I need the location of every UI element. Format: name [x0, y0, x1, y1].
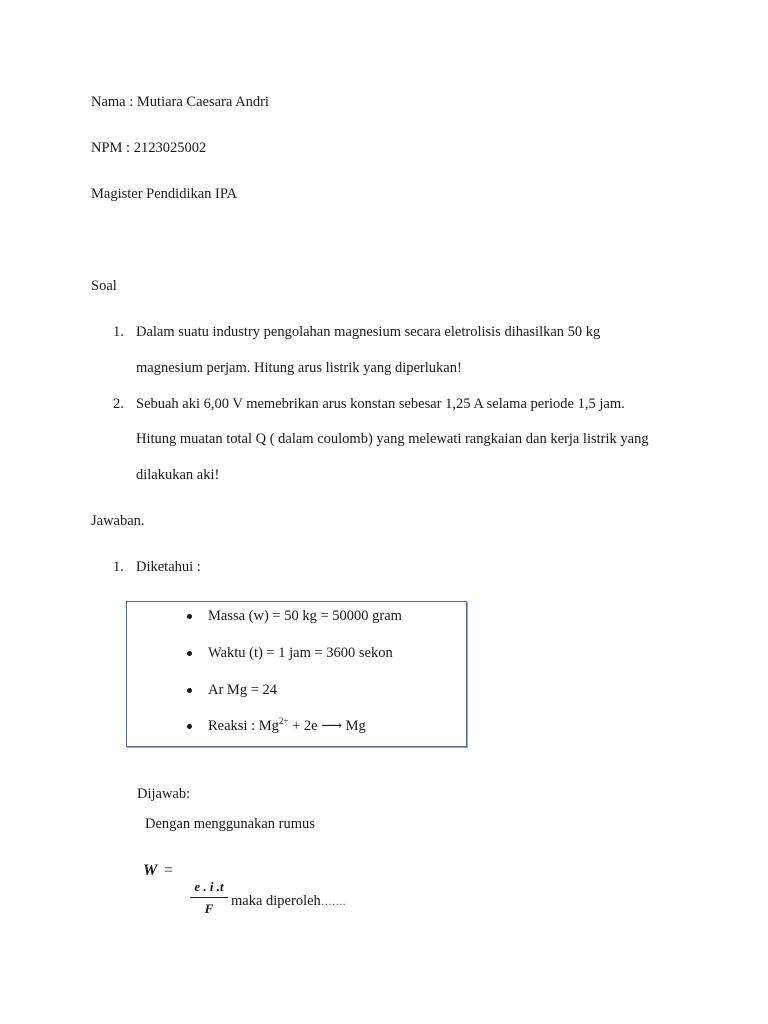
formula-denominator: F [204, 901, 214, 916]
reaction-equation [208, 716, 366, 734]
student-name: Nama : Mutiara Caesara Andri [91, 94, 269, 110]
soal-item-number: 2. [113, 396, 124, 412]
reaction-prefix: Reaksi : Mg [208, 718, 279, 734]
bullet-icon [187, 724, 192, 729]
formula-numerator: e . i .t [194, 879, 224, 894]
dijawab-label: Dijawab: [137, 786, 191, 802]
known-item: Ar Mg = 24 [208, 682, 277, 698]
bullet-icon [187, 651, 192, 656]
soal-item-line: magnesium perjam. Hitung arus listrik yang diperlukan! [136, 360, 462, 376]
formula-dots: ……. [320, 896, 346, 908]
bullet-icon [187, 688, 192, 693]
study-program: Magister Pendidikan IPA [91, 186, 238, 202]
jawaban-heading: Jawaban. [91, 513, 145, 529]
formula-tail [231, 894, 346, 909]
jawaban-item-number: 1. [113, 559, 124, 575]
soal-item-line: Sebuah aki 6,00 V memebrikan arus konstan sebesar 1,25 A selama periode 1,5 jam. [136, 396, 625, 412]
known-item: Waktu (t) = 1 jam = 3600 sekon [208, 645, 393, 661]
reaction-suffix: + 2e ⟶ Mg [288, 718, 366, 734]
soal-item-line: Dalam suatu industry pengolahan magnesium secara eletrolisis dihasilkan 50 kg [136, 324, 601, 340]
rumus-intro: Dengan menggunakan rumus [145, 816, 315, 832]
bullet-icon [187, 614, 192, 619]
formula-equals: = [164, 862, 174, 879]
diketahui-label: Diketahui : [136, 559, 201, 575]
student-npm: NPM : 2123025002 [91, 140, 207, 156]
fraction-bar [190, 897, 228, 898]
known-item: Massa (w) = 50 kg = 50000 gram [208, 608, 402, 624]
formula-tail-text: maka diperoleh [231, 893, 321, 909]
soal-item-line: Hitung muatan total Q ( dalam coulomb) yang melewati rangkaian dan kerja listrik yang [136, 431, 649, 447]
soal-heading: Soal [91, 278, 117, 294]
reaction-charge: 2+ [278, 716, 289, 726]
soal-item-line: dilakukan aki! [136, 467, 220, 483]
formula-lhs: W [143, 862, 158, 879]
soal-item-number: 1. [113, 324, 124, 340]
